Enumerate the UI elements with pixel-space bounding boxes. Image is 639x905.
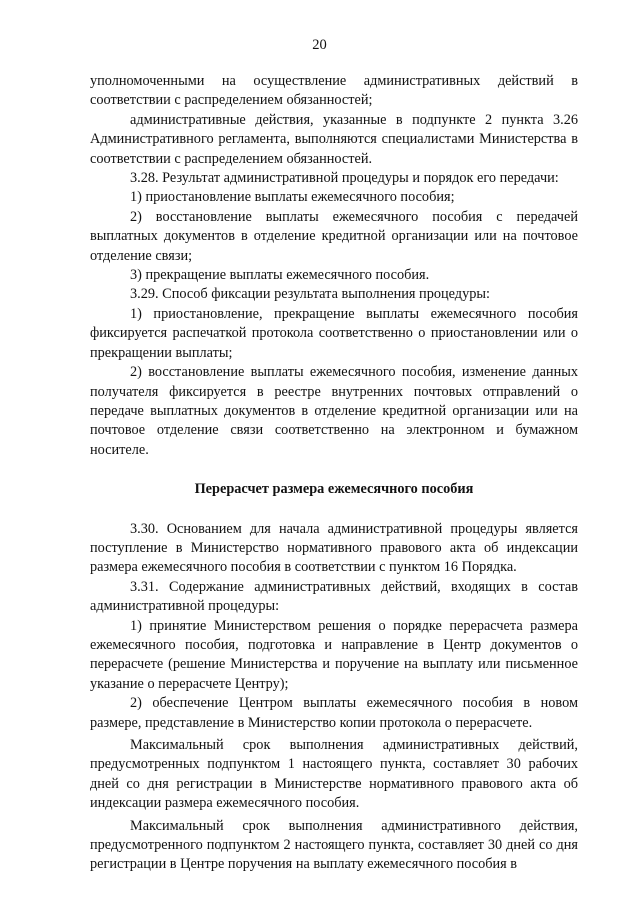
paragraph: уполномоченными на осуществление административных действий в соответствии с распределением обязанностей;	[90, 73, 578, 109]
paragraph: 3.31. Содержание административных действий, входящих в состав административной процедуры:	[90, 578, 578, 615]
list-item: 2) обеспечение Центром выплаты ежемесячного пособия в новом размере, представление в Министерство копии протокола о перерасчете.	[90, 695, 578, 731]
list-item: 1) принятие Министерством решения о порядке перерасчета размера ежемесячного пособия, подготовка и направление в Центр документов о перерасчете (решение Министерства и поручение на выплату или письменное указание о перерасчете Центру);	[90, 617, 578, 692]
paragraph: 3.29. Способ фиксации результата выполнения процедуры:	[130, 286, 490, 303]
paragraph: 3.30. Основанием для начала административной процедуры является поступление в Министерство нормативного правового акта об индексации размера ежемесячного пособия в соответствии с пунктом 16 Порядка.	[90, 520, 578, 576]
list-item: 1) приостановление выплаты ежемесячного пособия;	[130, 189, 455, 206]
section-heading: Перерасчет размера ежемесячного пособия	[194, 481, 474, 498]
page-number: 20	[312, 37, 327, 53]
paragraph: 3.28. Результат административной процедуры и порядок его передачи:	[130, 170, 559, 187]
list-item: 3) прекращение выплаты ежемесячного пособия.	[130, 267, 430, 284]
paragraph: административные действия, указанные в подпункте 2 пункта 3.26 Административного регламента, выполняются специалистами Министерства в соответствии с распределением обязанностей.	[90, 111, 578, 167]
paragraph: Максимальный срок выполнения административного действия, предусмотренного подпунктом 2 настоящего пункта, составляет 30 дней со дня регистрации в Центре поручения на выплату ежемесячного пособия в	[90, 817, 578, 873]
paragraph: Максимальный срок выполнения административных действий, предусмотренных подпунктом 1 настоящего пункта, составляет 30 рабочих дней со дня регистрации в Министерстве нормативного правового акта об индексации размера ежемесячного пособия.	[90, 737, 578, 812]
document-body	[90, 72, 578, 875]
list-item: 1) приостановление, прекращение выплаты ежемесячного пособия фиксируется распечаткой протокола соответственно о приостановлении или о прекращении выплаты;	[90, 305, 578, 361]
list-item: 2) восстановление выплаты ежемесячного пособия, изменение данных получателя фиксируется в реестре внутренних почтовых отправлений о передаче выплатных документов в отделение кредитной организации или на почтовое отделение связи соответственно на электронном и бумажном носителе.	[90, 364, 578, 458]
list-item: 2) восстановление выплаты ежемесячного пособия с передачей выплатных документов в отделение кредитной организации или на почтовое отделение связи;	[90, 208, 578, 264]
